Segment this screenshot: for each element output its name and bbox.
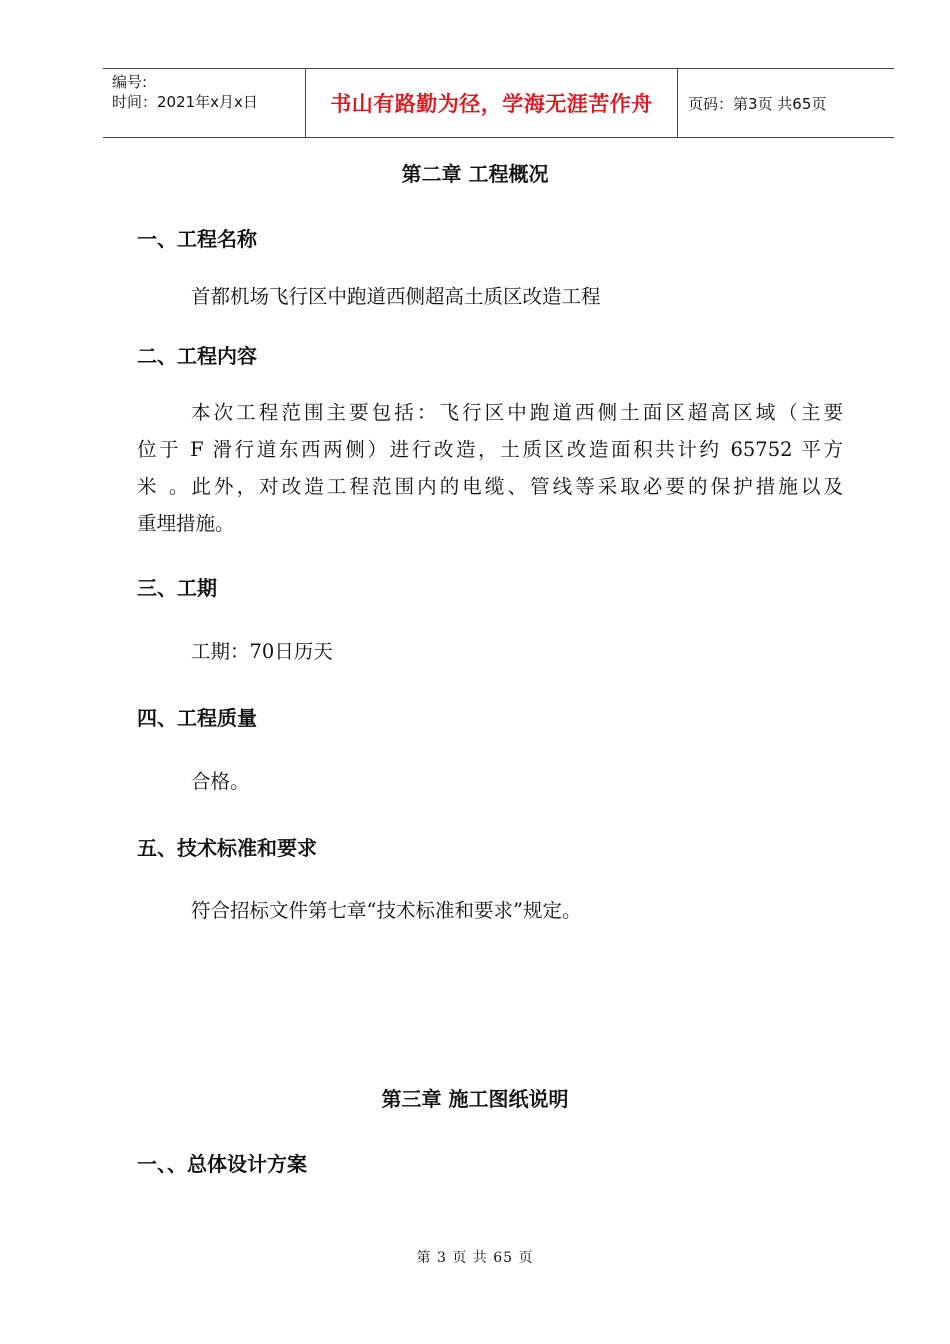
paragraph-line: 本次工程范围主要包括：飞行区中跑道西侧土面区超高区域（主要 <box>191 401 843 424</box>
header-meta-cell <box>103 69 305 137</box>
paragraph-line: 米 。此外，对改造工程范围内的电缆、管线等采取必要的保护措施以及 <box>137 475 843 498</box>
section-project-content-text <box>137 394 843 542</box>
header-page-info: 页码：第3页 共65页 <box>688 94 827 113</box>
section-duration-heading: 三、工期 <box>137 576 217 600</box>
section-project-name-text: 首都机场飞行区中跑道西侧超高土质区改造工程 <box>191 285 601 308</box>
chapter-3-title: 第三章 施工图纸说明 <box>381 1087 569 1111</box>
section-design-plan-heading: 一、、总体设计方案 <box>137 1152 307 1176</box>
paragraph-line: 位于 F 滑行道东西两侧）进行改造，土质区改造面积共计约 65752 平方 <box>137 438 843 461</box>
doc-number-label: 编号: <box>112 73 148 91</box>
header-motto: 书山有路勤为径，学海无涯苦作舟 <box>305 69 678 137</box>
section-quality-text: 合格。 <box>191 770 250 793</box>
section-quality-heading: 四、工程质量 <box>137 706 257 730</box>
section-standards-heading: 五、技术标准和要求 <box>137 836 317 860</box>
section-project-content-heading: 二、工程内容 <box>137 344 257 368</box>
page-header <box>103 68 894 138</box>
section-duration-text: 工期：70日历天 <box>191 640 333 663</box>
chapter-2-title: 第二章 工程概况 <box>401 162 549 186</box>
section-standards-text: 符合招标文件第七章“技术标准和要求”规定。 <box>191 899 582 922</box>
section-project-name-heading: 一、工程名称 <box>137 227 257 251</box>
paragraph-line: 重埋措施。 <box>137 512 235 535</box>
doc-date-label: 时间：2021年x月x日 <box>112 93 258 111</box>
page-footer: 第 3 页 共 65 页 <box>416 1250 534 1266</box>
